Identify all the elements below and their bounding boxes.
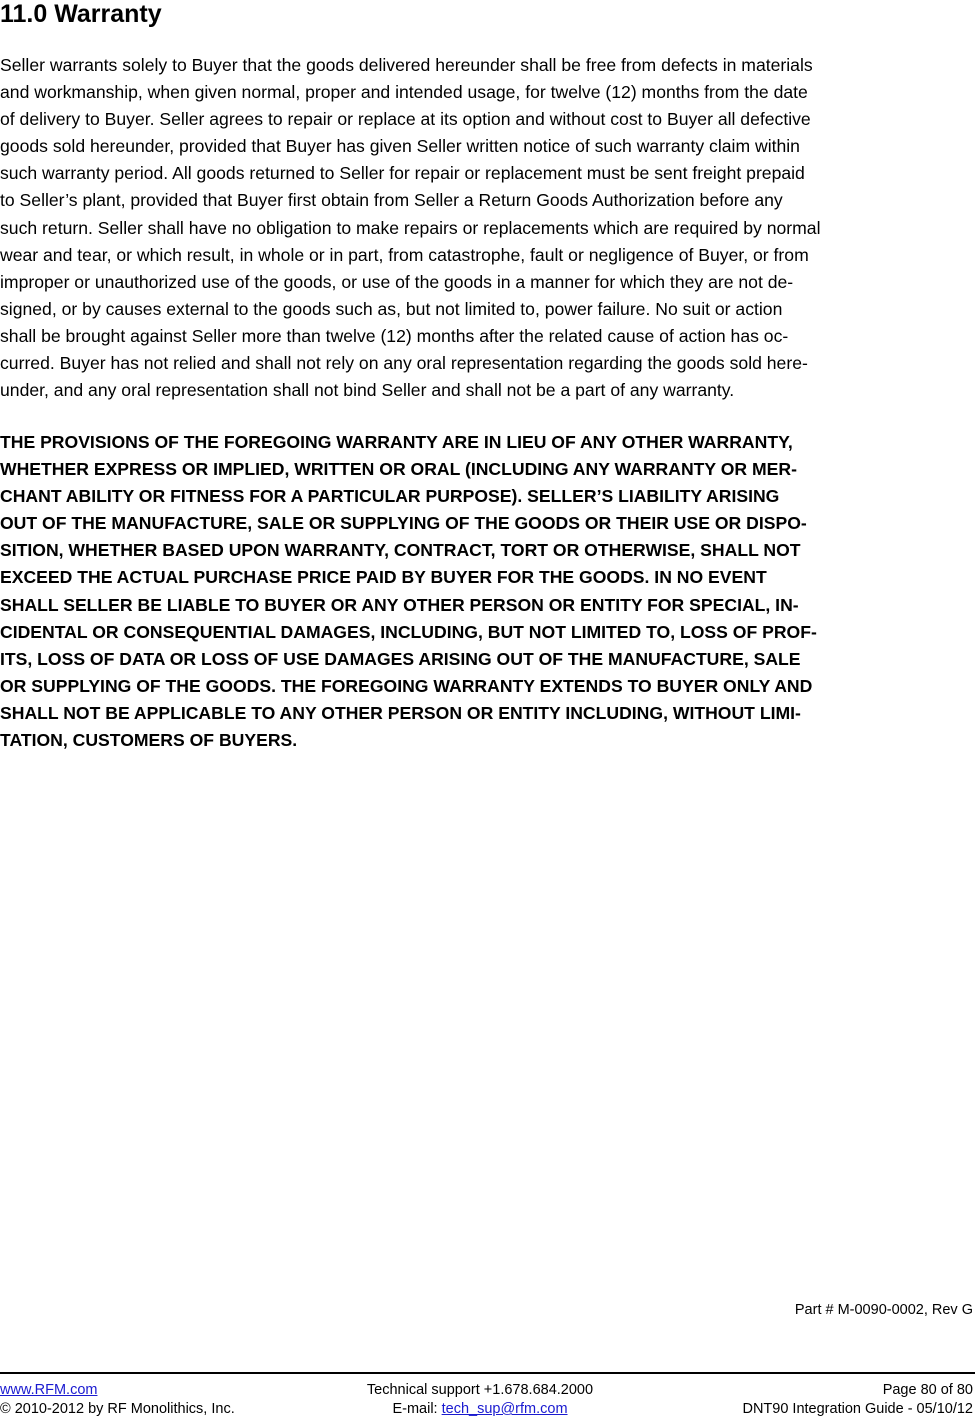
footer-center	[270, 1381, 690, 1419]
warranty-paragraph: Seller warrants solely to Buyer that the goods delivered hereunder shall be free from defects in materials and workmanship, when given normal, proper and intended usage, for twelve (12) months from the date of delivery to Buyer. Seller agrees to repair or replace at its option and without cost to Buyer all defective goods sold hereunder, provided that Buyer has given Seller written notice of such warranty claim within such warranty period. All goods returned to Seller for repair or replacement must be sent freight prepaid to Seller’s plant, provided that Buyer first obtain from Seller a Return Goods Authorization before any such return. Seller shall have no obligation to make repairs or replacements which are required by normal wear and tear, or which result, in whole or in part, from catastrophe, fault or negligence of Buyer, or from improper or unauthorized use of the goods, or use of the goods in a manner for which they are not de- signed, or by causes external to the goods such as, but not limited to, power failure. No suit or action shall be brought against Seller more than twelve (12) months after the related cause of action has oc- curred. Buyer has not relied and shall not rely on any oral representation regarding the goods sold here- under, and any oral representation shall not bind Seller and shall not be a part of any warranty.	[0, 55, 821, 401]
footer-divider	[0, 1372, 975, 1374]
email-line	[270, 1400, 690, 1419]
guide-title: DNT90 Integration Guide - 05/10/12	[742, 1401, 973, 1417]
section-title: 11.0 Warranty	[0, 0, 162, 28]
part-number: Part # M-0090-0002, Rev G	[794, 1302, 973, 1318]
email-link[interactable]: tech_sup@rfm.com	[441, 1401, 568, 1417]
warranty-disclaimer-paragraph: THE PROVISIONS OF THE FOREGOING WARRANTY ARE IN LIEU OF ANY OTHER WARRANTY, WHETHER EXPRESS OR IMPLIED, WRITTEN OR ORAL (INCLUDING ANY WARRANTY OR MER- CHANT ABILITY OR FITNESS FOR A PARTICULAR PURPOSE). SELLER’S LIABILITY ARISING OUT OF THE MANUFACTURE, SALE OR SUPPLYING OF THE GOODS OR THEIR USE OR DISPO- SITION, WHETHER BASED UPON WARRANTY, CONTRACT, TORT OR OTHERWISE, SHALL NOT EXCEED THE ACTUAL PURCHASE PRICE PAID BY BUYER FOR THE GOODS. IN NO EVENT SHALL SELLER BE LIABLE TO BUYER OR ANY OTHER PERSON OR ENTITY FOR SPECIAL, IN- CIDENTAL OR CONSEQUENTIAL DAMAGES, INCLUDING, BUT NOT LIMITED TO, LOSS OF PROF- ITS, LOSS OF DATA OR LOSS OF USE DAMAGES ARISING OUT OF THE MANUFACTURE, SALE OR SUPPLYING OF THE GOODS. THE FOREGOING WARRANTY EXTENDS TO BUYER ONLY AND SHALL NOT BE APPLICABLE TO ANY OTHER PERSON OR ENTITY INCLUDING, WITHOUT LIMI- TATION, CUSTOMERS OF BUYERS.	[0, 432, 817, 751]
footer-right	[742, 1381, 973, 1419]
page-number: Page 80 of 80	[882, 1382, 973, 1398]
copyright-text: © 2010-2012 by RF Monolithics, Inc.	[0, 1401, 235, 1417]
website-link[interactable]: www.RFM.com	[0, 1382, 98, 1398]
footer-left	[0, 1381, 235, 1419]
support-phone: Technical support +1.678.684.2000	[366, 1382, 594, 1398]
email-label: E-mail:	[392, 1401, 442, 1417]
